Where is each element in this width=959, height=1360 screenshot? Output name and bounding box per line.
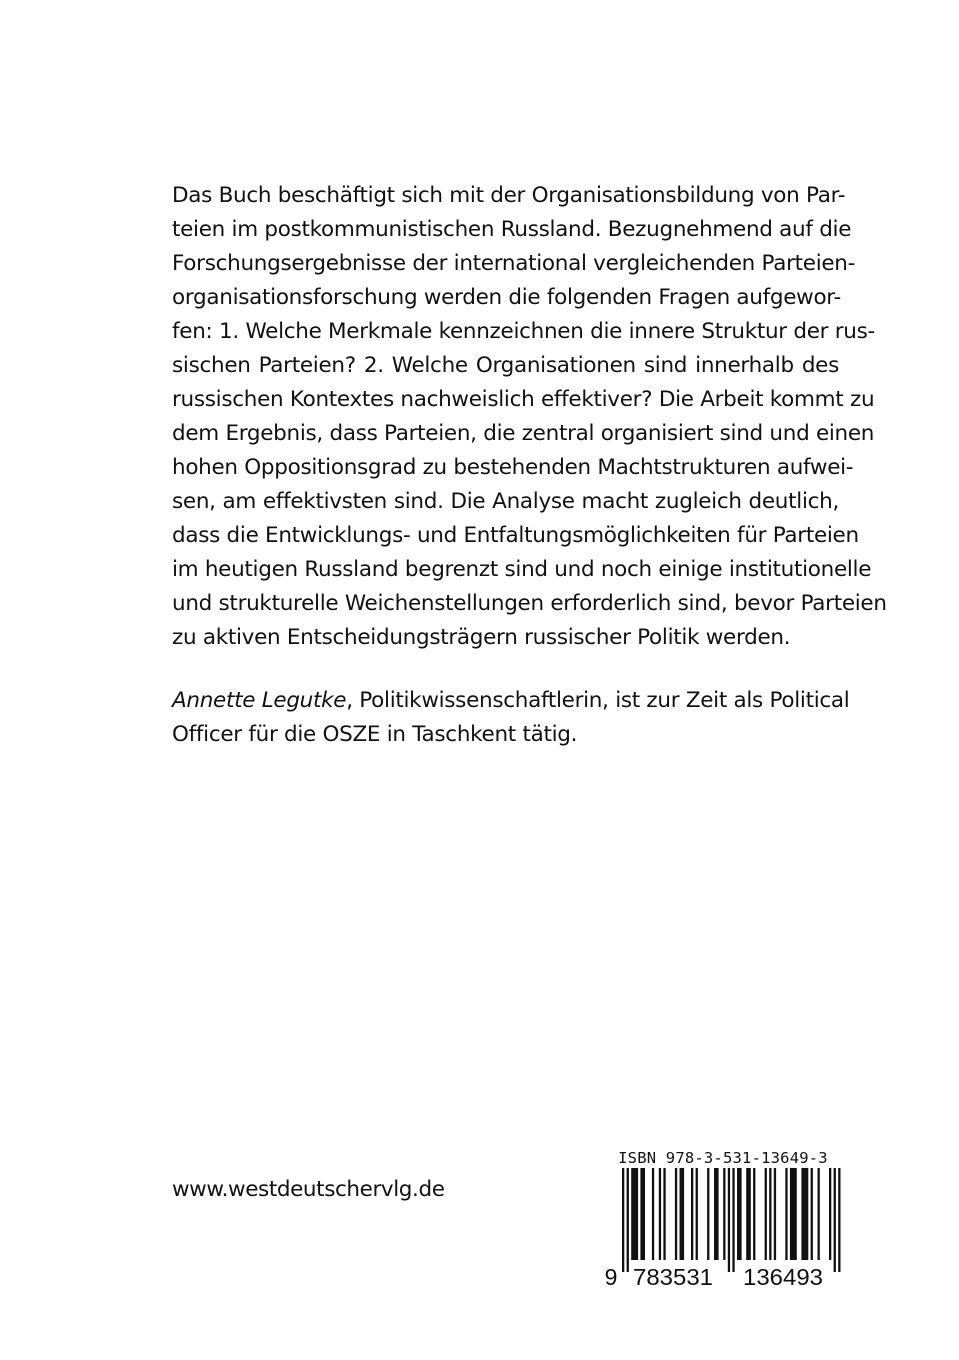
barcode-bar — [640, 1168, 645, 1260]
barcode-digit-first: 9 — [604, 1264, 618, 1290]
description-line: fen: 1. Welche Merkmale kennzeichnen die innere Struktur der rus- — [172, 319, 875, 344]
description-line: russischen Kontextes nachweislich effektiver? Die Arbeit kommt zu — [172, 387, 875, 412]
barcode — [600, 1166, 844, 1290]
barcode-digits-left: 783531 — [633, 1264, 713, 1290]
barcode-bar — [659, 1168, 661, 1260]
barcode-bar — [707, 1168, 709, 1260]
description-line: zu aktiven Entscheidungsträgern russischer Politik werden. — [172, 625, 791, 650]
barcode-bar — [818, 1168, 820, 1260]
description-line: Forschungsergebnisse der international vergleichenden Parteien- — [172, 251, 856, 276]
barcode-bar — [696, 1168, 698, 1260]
barcode-guard-bar — [622, 1168, 624, 1272]
description-line: und strukturelle Weichenstellungen erforderlich sind, bevor Parteien — [172, 591, 887, 616]
barcode-bar — [811, 1168, 813, 1260]
description-line: organisationsforschung werden die folgenden Fragen aufgewor- — [172, 285, 841, 310]
description-line: dass die Entwicklungs- und Entfaltungsmöglichkeiten für Parteien — [172, 523, 859, 548]
barcode-guard-bar — [732, 1168, 734, 1272]
barcode-bar — [790, 1168, 797, 1260]
description-line: im heutigen Russland begrenzt sind und noch einige institutionelle — [172, 557, 872, 582]
description-line: hohen Oppositionsgrad zu bestehenden Machtstrukturen aufwei- — [172, 455, 854, 480]
barcode-bar — [746, 1168, 751, 1260]
barcode-bar — [765, 1168, 767, 1260]
author-bio-text: , Politikwissenschaftlerin, ist zur Zeit als Political — [346, 688, 850, 713]
barcode-bar — [714, 1168, 719, 1260]
barcode-bar — [652, 1168, 654, 1260]
barcode-bar — [680, 1168, 685, 1260]
description-line: Das Buch beschäftigt sich mit der Organisationsbildung von Par- — [172, 183, 846, 208]
barcode-bar — [675, 1168, 677, 1260]
barcode-bar — [769, 1168, 771, 1260]
barcode-bar — [663, 1168, 665, 1260]
barcode-guard-bar — [838, 1168, 840, 1272]
publisher-website: www.westdeutschervlg.de — [172, 1177, 445, 1202]
barcode-bar — [691, 1168, 693, 1260]
isbn-label: ISBN 978-3-531-13649-3 — [618, 1149, 828, 1167]
description-line: sen, am effektivsten sind. Die Analyse macht zugleich deutlich, — [172, 489, 839, 514]
barcode-bar — [737, 1168, 742, 1260]
description-line: sischen Parteien? 2. Welche Organisationen sind innerhalb des — [172, 353, 839, 378]
author-bio-line: Officer für die OSZE in Taschkent tätig. — [172, 722, 578, 747]
author-bio-line — [172, 684, 850, 718]
barcode-bar — [801, 1168, 808, 1260]
barcode-guard-bar — [834, 1168, 836, 1272]
barcode-guard-bar — [728, 1168, 730, 1272]
description-line: dem Ergebnis, dass Parteien, die zentral organisiert sind und einen — [172, 421, 875, 446]
barcode-guard-bar — [627, 1168, 629, 1272]
barcode-bar — [631, 1168, 638, 1260]
barcode-bar — [753, 1168, 755, 1260]
barcode-digits-right: 136493 — [743, 1264, 823, 1290]
barcode-bar — [785, 1168, 787, 1260]
barcode-bars — [622, 1168, 841, 1272]
barcode-bar — [829, 1168, 831, 1260]
barcode-bar — [774, 1168, 776, 1260]
barcode-bar — [723, 1168, 725, 1260]
description-line: teien im postkommunistischen Russland. Bezugnehmend auf die — [172, 217, 852, 242]
author-name: Annette Legutke — [172, 688, 347, 713]
